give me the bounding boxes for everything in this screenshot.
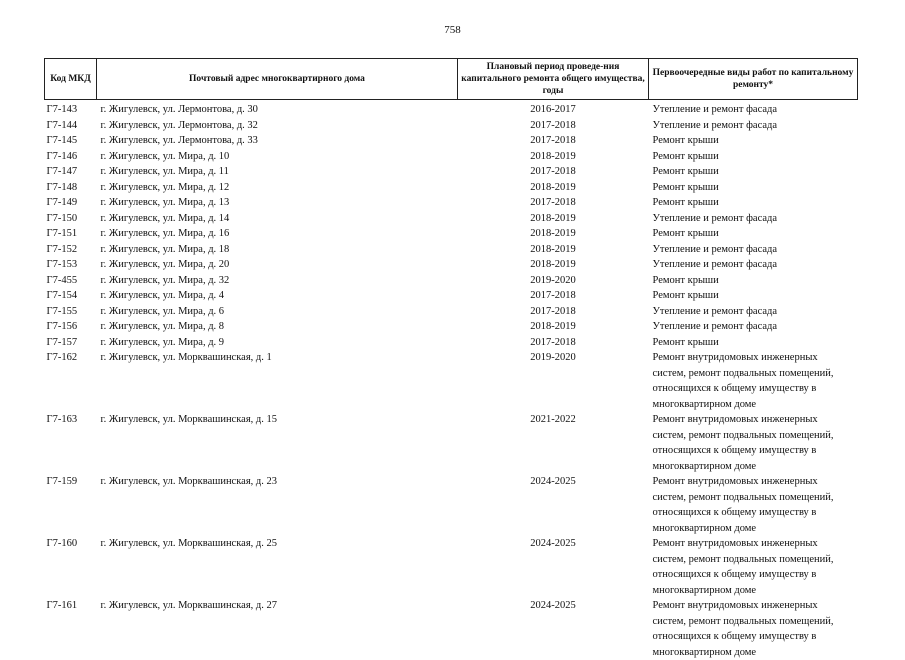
- cell-period: 2018-2019: [458, 242, 649, 258]
- table-row: [45, 180, 858, 196]
- cell-works: Утепление и ремонт фасада: [649, 242, 858, 258]
- cell-works: Ремонт внутридомовых инженерных систем, ремонт подвальных помещений, относящихся к общему имуществу в многоквартирном доме: [649, 474, 858, 536]
- cell-address: г. Жигулевск, ул. Мира, д. 11: [97, 164, 458, 180]
- table-row: [45, 195, 858, 211]
- capital-repair-table: [44, 58, 858, 660]
- cell-period: 2017-2018: [458, 304, 649, 320]
- table-row: [45, 118, 858, 134]
- table-row: [45, 257, 858, 273]
- cell-code: Г7-147: [45, 164, 97, 180]
- cell-code: Г7-161: [45, 598, 97, 660]
- cell-address: г. Жигулевск, ул. Мира, д. 14: [97, 211, 458, 227]
- cell-period: 2018-2019: [458, 319, 649, 335]
- cell-period: 2017-2018: [458, 164, 649, 180]
- cell-address: г. Жигулевск, ул. Лермонтова, д. 33: [97, 133, 458, 149]
- table-row: [45, 288, 858, 304]
- cell-code: Г7-163: [45, 412, 97, 474]
- cell-address: г. Жигулевск, ул. Мира, д. 8: [97, 319, 458, 335]
- cell-period: 2016-2017: [458, 100, 649, 118]
- cell-period: 2019-2020: [458, 350, 649, 412]
- page-number: 758: [0, 24, 905, 36]
- cell-code: Г7-153: [45, 257, 97, 273]
- cell-works: Ремонт крыши: [649, 288, 858, 304]
- table-row: [45, 319, 858, 335]
- cell-period: 2017-2018: [458, 133, 649, 149]
- cell-code: Г7-455: [45, 273, 97, 289]
- header-address: Почтовый адрес многоквартирного дома: [97, 59, 458, 100]
- cell-works: Ремонт крыши: [649, 335, 858, 351]
- cell-works: Ремонт крыши: [649, 133, 858, 149]
- cell-period: 2019-2020: [458, 273, 649, 289]
- cell-works: Ремонт внутридомовых инженерных систем, ремонт подвальных помещений, относящихся к общему имуществу в многоквартирном доме: [649, 350, 858, 412]
- cell-code: Г7-154: [45, 288, 97, 304]
- cell-works: Ремонт крыши: [649, 273, 858, 289]
- table-row: [45, 273, 858, 289]
- header-period: Плановый период проведе-ния капитального ремонта общего имущества, годы: [458, 59, 649, 100]
- cell-period: 2018-2019: [458, 211, 649, 227]
- cell-address: г. Жигулевск, ул. Мира, д. 4: [97, 288, 458, 304]
- cell-code: Г7-157: [45, 335, 97, 351]
- cell-code: Г7-146: [45, 149, 97, 165]
- cell-address: г. Жигулевск, ул. Мира, д. 16: [97, 226, 458, 242]
- table-row: [45, 335, 858, 351]
- cell-period: 2017-2018: [458, 118, 649, 134]
- cell-address: г. Жигулевск, ул. Морквашинская, д. 27: [97, 598, 458, 660]
- cell-code: Г7-162: [45, 350, 97, 412]
- cell-code: Г7-149: [45, 195, 97, 211]
- cell-code: Г7-150: [45, 211, 97, 227]
- cell-code: Г7-159: [45, 474, 97, 536]
- cell-period: 2018-2019: [458, 180, 649, 196]
- cell-works: Ремонт внутридомовых инженерных систем, ремонт подвальных помещений, относящихся к общему имуществу в многоквартирном доме: [649, 412, 858, 474]
- cell-period: 2024-2025: [458, 598, 649, 660]
- table-row: [45, 133, 858, 149]
- cell-address: г. Жигулевск, ул. Мира, д. 9: [97, 335, 458, 351]
- cell-address: г. Жигулевск, ул. Мира, д. 10: [97, 149, 458, 165]
- cell-works: Утепление и ремонт фасада: [649, 304, 858, 320]
- table-row: [45, 149, 858, 165]
- table-body: [45, 100, 858, 660]
- cell-works: Ремонт крыши: [649, 149, 858, 165]
- cell-works: Ремонт крыши: [649, 180, 858, 196]
- cell-works: Утепление и ремонт фасада: [649, 211, 858, 227]
- cell-period: 2018-2019: [458, 257, 649, 273]
- table-row: [45, 304, 858, 320]
- cell-address: г. Жигулевск, ул. Мира, д. 12: [97, 180, 458, 196]
- cell-period: 2017-2018: [458, 195, 649, 211]
- cell-address: г. Жигулевск, ул. Мира, д. 13: [97, 195, 458, 211]
- cell-code: Г7-151: [45, 226, 97, 242]
- table-row: [45, 242, 858, 258]
- cell-works: Утепление и ремонт фасада: [649, 257, 858, 273]
- cell-period: 2021-2022: [458, 412, 649, 474]
- cell-address: г. Жигулевск, ул. Морквашинская, д. 15: [97, 412, 458, 474]
- cell-address: г. Жигулевск, ул. Мира, д. 32: [97, 273, 458, 289]
- cell-works: Ремонт крыши: [649, 195, 858, 211]
- header-code: Код МКД: [45, 59, 97, 100]
- table-row: [45, 598, 858, 660]
- table-row: [45, 412, 858, 474]
- cell-works: Ремонт крыши: [649, 164, 858, 180]
- cell-period: 2024-2025: [458, 536, 649, 598]
- cell-address: г. Жигулевск, ул. Морквашинская, д. 25: [97, 536, 458, 598]
- cell-code: Г7-156: [45, 319, 97, 335]
- cell-period: 2017-2018: [458, 288, 649, 304]
- cell-code: Г7-152: [45, 242, 97, 258]
- cell-code: Г7-145: [45, 133, 97, 149]
- cell-address: г. Жигулевск, ул. Мира, д. 6: [97, 304, 458, 320]
- cell-works: Утепление и ремонт фасада: [649, 100, 858, 118]
- table-row: [45, 100, 858, 118]
- table-row: [45, 350, 858, 412]
- cell-address: г. Жигулевск, ул. Лермонтова, д. 32: [97, 118, 458, 134]
- table-row: [45, 164, 858, 180]
- cell-address: г. Жигулевск, ул. Лермонтова, д. 30: [97, 100, 458, 118]
- table-row: [45, 536, 858, 598]
- cell-address: г. Жигулевск, ул. Мира, д. 20: [97, 257, 458, 273]
- cell-works: Утепление и ремонт фасада: [649, 118, 858, 134]
- cell-works: Ремонт внутридомовых инженерных систем, ремонт подвальных помещений, относящихся к общему имуществу в многоквартирном доме: [649, 536, 858, 598]
- cell-address: г. Жигулевск, ул. Морквашинская, д. 1: [97, 350, 458, 412]
- table-header: [45, 59, 858, 100]
- cell-address: г. Жигулевск, ул. Мира, д. 18: [97, 242, 458, 258]
- cell-works: Ремонт внутридомовых инженерных систем, ремонт подвальных помещений, относящихся к общему имуществу в многоквартирном доме: [649, 598, 858, 660]
- cell-code: Г7-155: [45, 304, 97, 320]
- cell-period: 2017-2018: [458, 335, 649, 351]
- table-row: [45, 474, 858, 536]
- table-row: [45, 226, 858, 242]
- cell-period: 2018-2019: [458, 226, 649, 242]
- cell-works: Утепление и ремонт фасада: [649, 319, 858, 335]
- cell-code: Г7-148: [45, 180, 97, 196]
- cell-code: Г7-144: [45, 118, 97, 134]
- cell-code: Г7-160: [45, 536, 97, 598]
- cell-period: 2018-2019: [458, 149, 649, 165]
- cell-works: Ремонт крыши: [649, 226, 858, 242]
- cell-code: Г7-143: [45, 100, 97, 118]
- cell-address: г. Жигулевск, ул. Морквашинская, д. 23: [97, 474, 458, 536]
- header-works: Первоочередные виды работ по капитальному ремонту*: [649, 59, 858, 100]
- cell-period: 2024-2025: [458, 474, 649, 536]
- table-row: [45, 211, 858, 227]
